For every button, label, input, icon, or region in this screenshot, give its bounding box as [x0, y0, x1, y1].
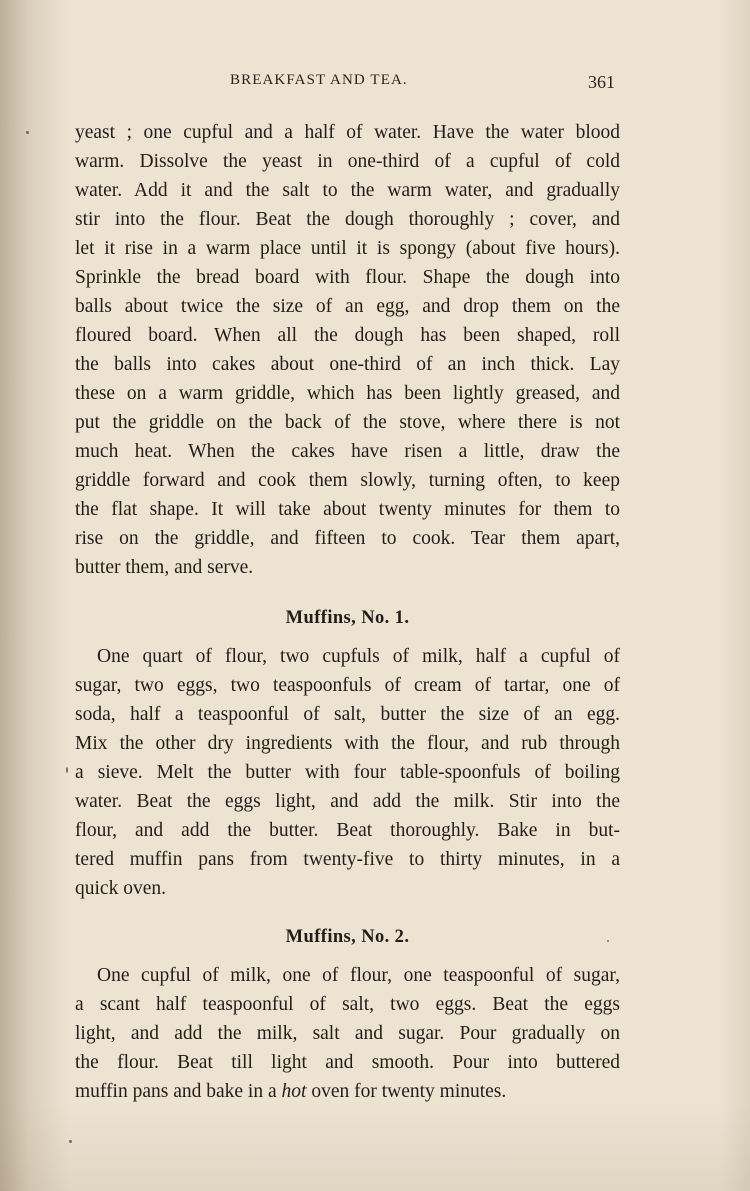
- text-line: a scant half teaspoonful of salt, two eggs. Beat the eggs: [75, 994, 620, 1015]
- text-line: these on a warm griddle, which has been lightly greased, and: [75, 383, 620, 404]
- body-text: [75, 118, 620, 1106]
- text-line: One cupful of milk, one of flour, one teaspoonful of sugar,: [97, 965, 620, 986]
- recipe-heading-muffins-1: Muffins, No. 1.: [285, 608, 410, 628]
- text-line: water. Add it and the salt to the warm water, and gradually: [75, 180, 620, 201]
- recipe-body-muffins-2: [75, 961, 620, 1106]
- text-line: light, and add the milk, salt and sugar. Pour gradually on: [75, 1023, 620, 1044]
- text-line: the flour. Beat till light and smooth. Pour into buttered: [75, 1052, 620, 1073]
- text-line: One quart of flour, two cupfuls of milk, half a cupful of: [97, 646, 620, 667]
- text-line: stir into the flour. Beat the dough thoroughly ; cover, and: [75, 209, 620, 230]
- recipe-heading-muffins-2: Muffins, No. 2.: [285, 927, 410, 947]
- text-line: tered muffin pans from twenty-five to thirty minutes, in a: [75, 849, 620, 870]
- text-run: muffin pans and bake in a: [75, 1081, 282, 1102]
- running-head: BREAKFAST AND TEA.: [230, 72, 408, 88]
- text-line-last: [75, 1077, 620, 1106]
- text-line: soda, half a teaspoonful of salt, butter the size of an egg.: [75, 704, 620, 725]
- text-line: rise on the griddle, and fifteen to cook. Tear them apart,: [75, 528, 620, 549]
- text-line: sugar, two eggs, two teaspoonfuls of cream of tartar, one of: [75, 675, 620, 696]
- paragraph-continued: [75, 118, 620, 582]
- text-line: griddle forward and cook them slowly, turning often, to keep: [75, 470, 620, 491]
- italic-word: hot: [281, 1081, 307, 1102]
- text-line: warm. Dissolve the yeast in one-third of a cupful of cold: [75, 151, 620, 172]
- text-line: water. Beat the eggs light, and add the milk. Stir into the: [75, 791, 620, 812]
- paper-speck: [69, 1140, 72, 1143]
- text-run: oven for twenty minutes.: [306, 1081, 507, 1102]
- text-line: floured board. When all the dough has been shaped, roll: [75, 325, 620, 346]
- text-line: yeast ; one cupful and a half of water. Have the water blood: [75, 122, 620, 143]
- text-line: the flat shape. It will take about twenty minutes for them to: [75, 499, 620, 520]
- text-line: put the griddle on the back of the stove, where there is not: [75, 412, 620, 433]
- text-line: balls about twice the size of an egg, and drop them on the: [75, 296, 620, 317]
- text-line: Sprinkle the bread board with flour. Shape the dough into: [75, 267, 620, 288]
- paper-speck: [607, 940, 609, 942]
- text-line: quick oven.: [75, 878, 166, 899]
- page-number: 361: [588, 72, 615, 92]
- paper-speck: [26, 131, 29, 134]
- text-line: let it rise in a warm place until it is spongy (about five hours).: [75, 238, 620, 259]
- text-line: a sieve. Melt the butter with four table-spoonfuls of boiling: [75, 762, 620, 783]
- text-line: the balls into cakes about one-third of an inch thick. Lay: [75, 354, 620, 375]
- recipe-body-muffins-1: [75, 642, 620, 903]
- text-line: flour, and add the butter. Beat thoroughly. Bake in but-: [75, 820, 620, 841]
- text-line: much heat. When the cakes have risen a little, draw the: [75, 441, 620, 462]
- paper-speck: [66, 767, 68, 773]
- text-line: butter them, and serve.: [75, 557, 254, 578]
- text-line: Mix the other dry ingredients with the flour, and rub through: [75, 733, 620, 754]
